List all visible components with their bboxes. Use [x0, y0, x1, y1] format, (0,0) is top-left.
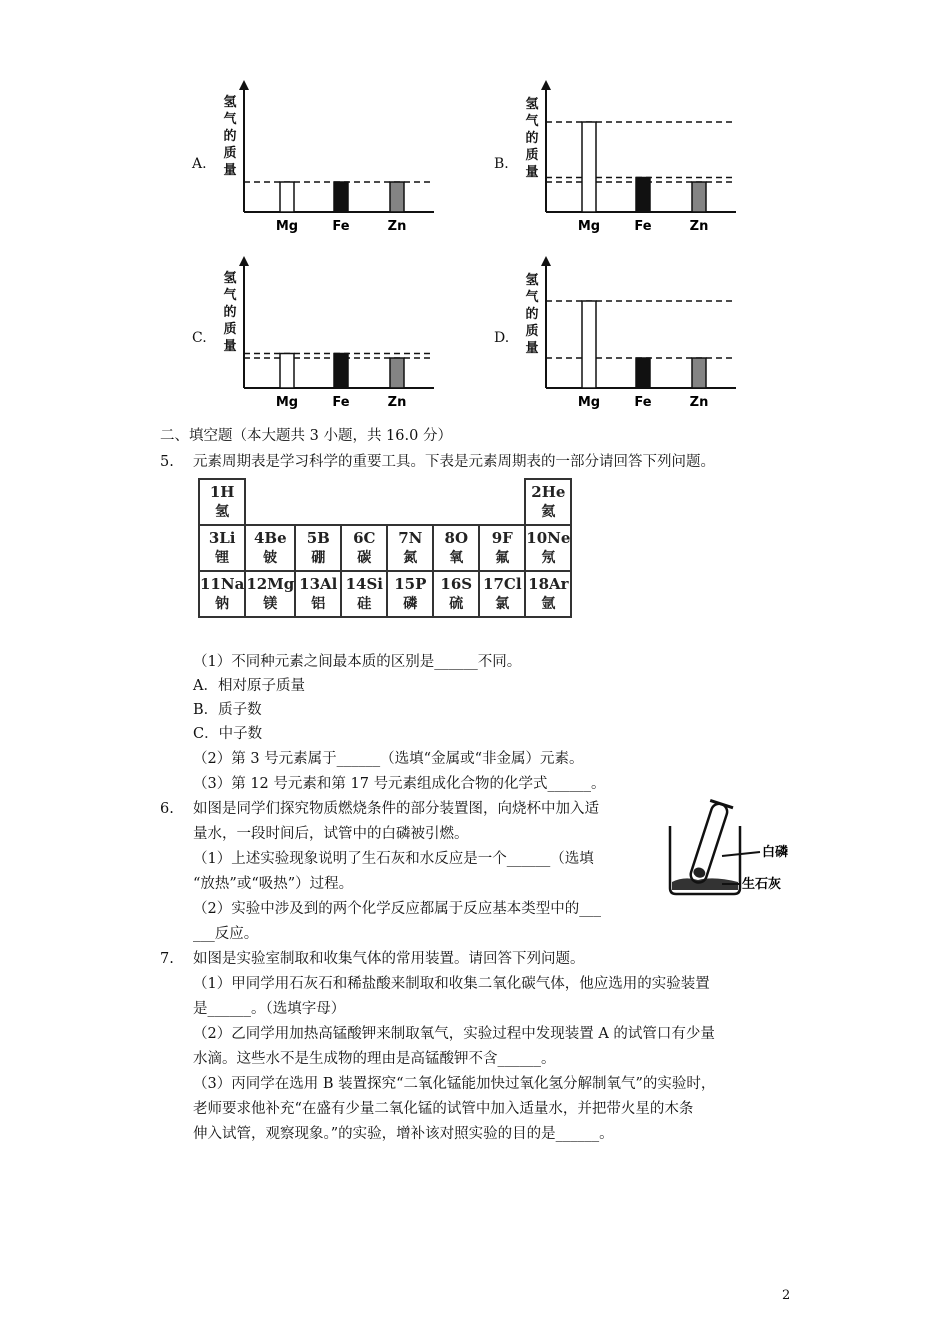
- ylabel-char: 的: [525, 131, 539, 146]
- tick-label: Fe: [634, 395, 652, 410]
- ylabel-char: 氢: [223, 271, 237, 286]
- q7-line6: （3）丙同学在选用 B 装置探究“二氧化锰能加快过氧化氢分解制氧气”的实验时，: [193, 1076, 716, 1092]
- q5-part2: （2）第 3 号元素属于______（选填“金属或“非金属）元素。: [193, 751, 584, 767]
- chart-b: [540, 76, 740, 236]
- element-cell: 17Cl 氯: [479, 571, 525, 617]
- q7-line8: 伸入试管，观察现象。”的实验，增补该对照实验的目的是______。: [193, 1126, 614, 1142]
- bar-zn: [390, 358, 404, 388]
- y-axis-arrow: [541, 80, 551, 90]
- q6-line5: （2）实验中涉及到的两个化学反应都属于反应基本类型中的___: [193, 901, 601, 917]
- element-cell: 15P 磷: [387, 571, 433, 617]
- chart-c-ylabel: [222, 270, 238, 355]
- element-cell: 18Ar 氩: [525, 571, 571, 617]
- tick-label: Mg: [577, 395, 601, 410]
- element-cell: 9F 氟: [479, 525, 525, 571]
- chart-c: [238, 252, 438, 412]
- q7-number: 7.: [160, 951, 174, 967]
- ylabel-char: 质: [223, 322, 237, 337]
- y-axis-arrow: [541, 256, 551, 266]
- tick-label: Zn: [387, 219, 407, 234]
- element-cell: 16S 硫: [433, 571, 479, 617]
- y-axis-arrow: [239, 80, 249, 90]
- tick-label: Zn: [689, 395, 709, 410]
- tick-label: Mg: [577, 219, 601, 234]
- bar-fe: [636, 358, 650, 388]
- chart-d: [540, 252, 740, 412]
- q7-line3: 是______。（选填字母）: [193, 1001, 346, 1017]
- q5-part1: （1）不同种元素之间最本质的区别是______不同。: [193, 654, 522, 670]
- element-cell: 6C 碳: [341, 525, 387, 571]
- bar-mg: [582, 301, 596, 388]
- option-c-label: C.: [192, 330, 207, 346]
- bar-fe: [334, 182, 348, 212]
- element-cell: 10Ne 氖: [525, 525, 571, 571]
- option-b-label: B.: [494, 156, 509, 172]
- element-cell: 14Si 硅: [341, 571, 387, 617]
- white-phosphorus-label: 白磷: [762, 845, 789, 860]
- ylabel-char: 质: [525, 324, 539, 339]
- ylabel-char: 的: [223, 305, 237, 320]
- element-cell: 7N 氮: [387, 525, 433, 571]
- element-cell: 12Mg 镁: [245, 571, 295, 617]
- element-cell: 8O 氧: [433, 525, 479, 571]
- bar-mg: [280, 354, 294, 389]
- ylabel-char: 量: [525, 165, 539, 180]
- chart-a-ylabel: [222, 94, 238, 179]
- q7-line1: 如图是实验室制取和收集气体的常用装置。请回答下列问题。: [193, 951, 585, 967]
- quicklime-label: 生石灰: [742, 877, 782, 892]
- chart-b-ylabel: [524, 96, 540, 181]
- tick-label: Mg: [275, 219, 299, 234]
- element-cell: 11Na 钠: [199, 571, 245, 617]
- page-number: 2: [782, 1288, 791, 1303]
- element-cell: 2He 氦: [525, 479, 571, 525]
- tick-label: Fe: [634, 219, 652, 234]
- beaker-figure: [664, 796, 820, 900]
- q7-line7: 老师要求他补充“在盛有少量二氧化锰的试管中加入适量水，并把带火星的木条: [193, 1101, 694, 1117]
- q6-line1: 如图是同学们探究物质燃烧条件的部分装置图，向烧杯中加入适: [193, 801, 599, 817]
- element-cell: 5B 硼: [295, 525, 341, 571]
- element-cell: 13Al 铝: [295, 571, 341, 617]
- element-cell: 4Be 铍: [245, 525, 295, 571]
- chart-a: [238, 76, 438, 236]
- option-a-label: A.: [192, 156, 207, 172]
- section-title: 二、填空题（本大题共 3 小题，共 16.0 分）: [160, 428, 452, 444]
- ylabel-char: 气: [223, 288, 237, 303]
- ylabel-char: 气: [525, 290, 539, 305]
- q5-stem: 元素周期表是学习科学的重要工具。下表是元素周期表的一部分请回答下列问题。: [193, 454, 715, 470]
- bar-mg: [582, 122, 596, 212]
- ylabel-char: 的: [223, 129, 237, 144]
- bar-zn: [390, 182, 404, 212]
- q5-option-b: B．质子数: [193, 702, 262, 718]
- option-d-label: D.: [494, 330, 510, 346]
- q6-line6: ___反应。: [193, 926, 259, 942]
- chart-d-ylabel: [524, 272, 540, 357]
- bar-zn: [692, 182, 706, 212]
- tick-label: Zn: [689, 219, 709, 234]
- ylabel-char: 氢: [525, 273, 539, 288]
- ylabel-char: 质: [223, 146, 237, 161]
- q5-number: 5.: [160, 454, 174, 470]
- ylabel-char: 的: [525, 307, 539, 322]
- ylabel-char: 气: [223, 112, 237, 127]
- q5-part3: （3）第 12 号元素和第 17 号元素组成化合物的化学式______。: [193, 776, 606, 792]
- q6-line4: “放热”或“吸热”）过程。: [193, 876, 354, 892]
- tick-label: Fe: [332, 219, 350, 234]
- tick-label: Fe: [332, 395, 350, 410]
- q7-line4: （2）乙同学用加热高锰酸钾来制取氧气，实验过程中发现装置 A 的试管口有少量: [193, 1026, 715, 1042]
- ylabel-char: 气: [525, 114, 539, 129]
- bar-fe: [334, 354, 348, 389]
- q5-option-a: A．相对原子质量: [193, 678, 305, 694]
- tick-label: Zn: [387, 395, 407, 410]
- q6-line2: 量水，一段时间后，试管中的白磷被引燃。: [193, 826, 469, 842]
- q6-number: 6.: [160, 801, 174, 817]
- q7-line5: 水滴。这些水不是生成物的理由是高锰酸钾不含______。: [193, 1051, 556, 1067]
- y-axis-arrow: [239, 256, 249, 266]
- ylabel-char: 量: [525, 341, 539, 356]
- periodic-table: [198, 478, 572, 618]
- element-cell: 3Li 锂: [199, 525, 245, 571]
- ylabel-char: 量: [223, 339, 237, 354]
- q6-line3: （1）上述实验现象说明了生石灰和水反应是一个______（选填: [193, 851, 594, 867]
- bar-fe: [636, 178, 650, 213]
- bar-zn: [692, 358, 706, 388]
- q5-option-c: C．中子数: [193, 726, 263, 742]
- bar-mg: [280, 182, 294, 212]
- ylabel-char: 氢: [525, 97, 539, 112]
- element-cell: 1H 氢: [199, 479, 245, 525]
- ylabel-char: 质: [525, 148, 539, 163]
- tick-label: Mg: [275, 395, 299, 410]
- ylabel-char: 氢: [223, 95, 237, 110]
- q7-line2: （1）甲同学用石灰石和稀盐酸来制取和收集二氧化碳气体，他应选用的实验装置: [193, 976, 710, 992]
- ylabel-char: 量: [223, 163, 237, 178]
